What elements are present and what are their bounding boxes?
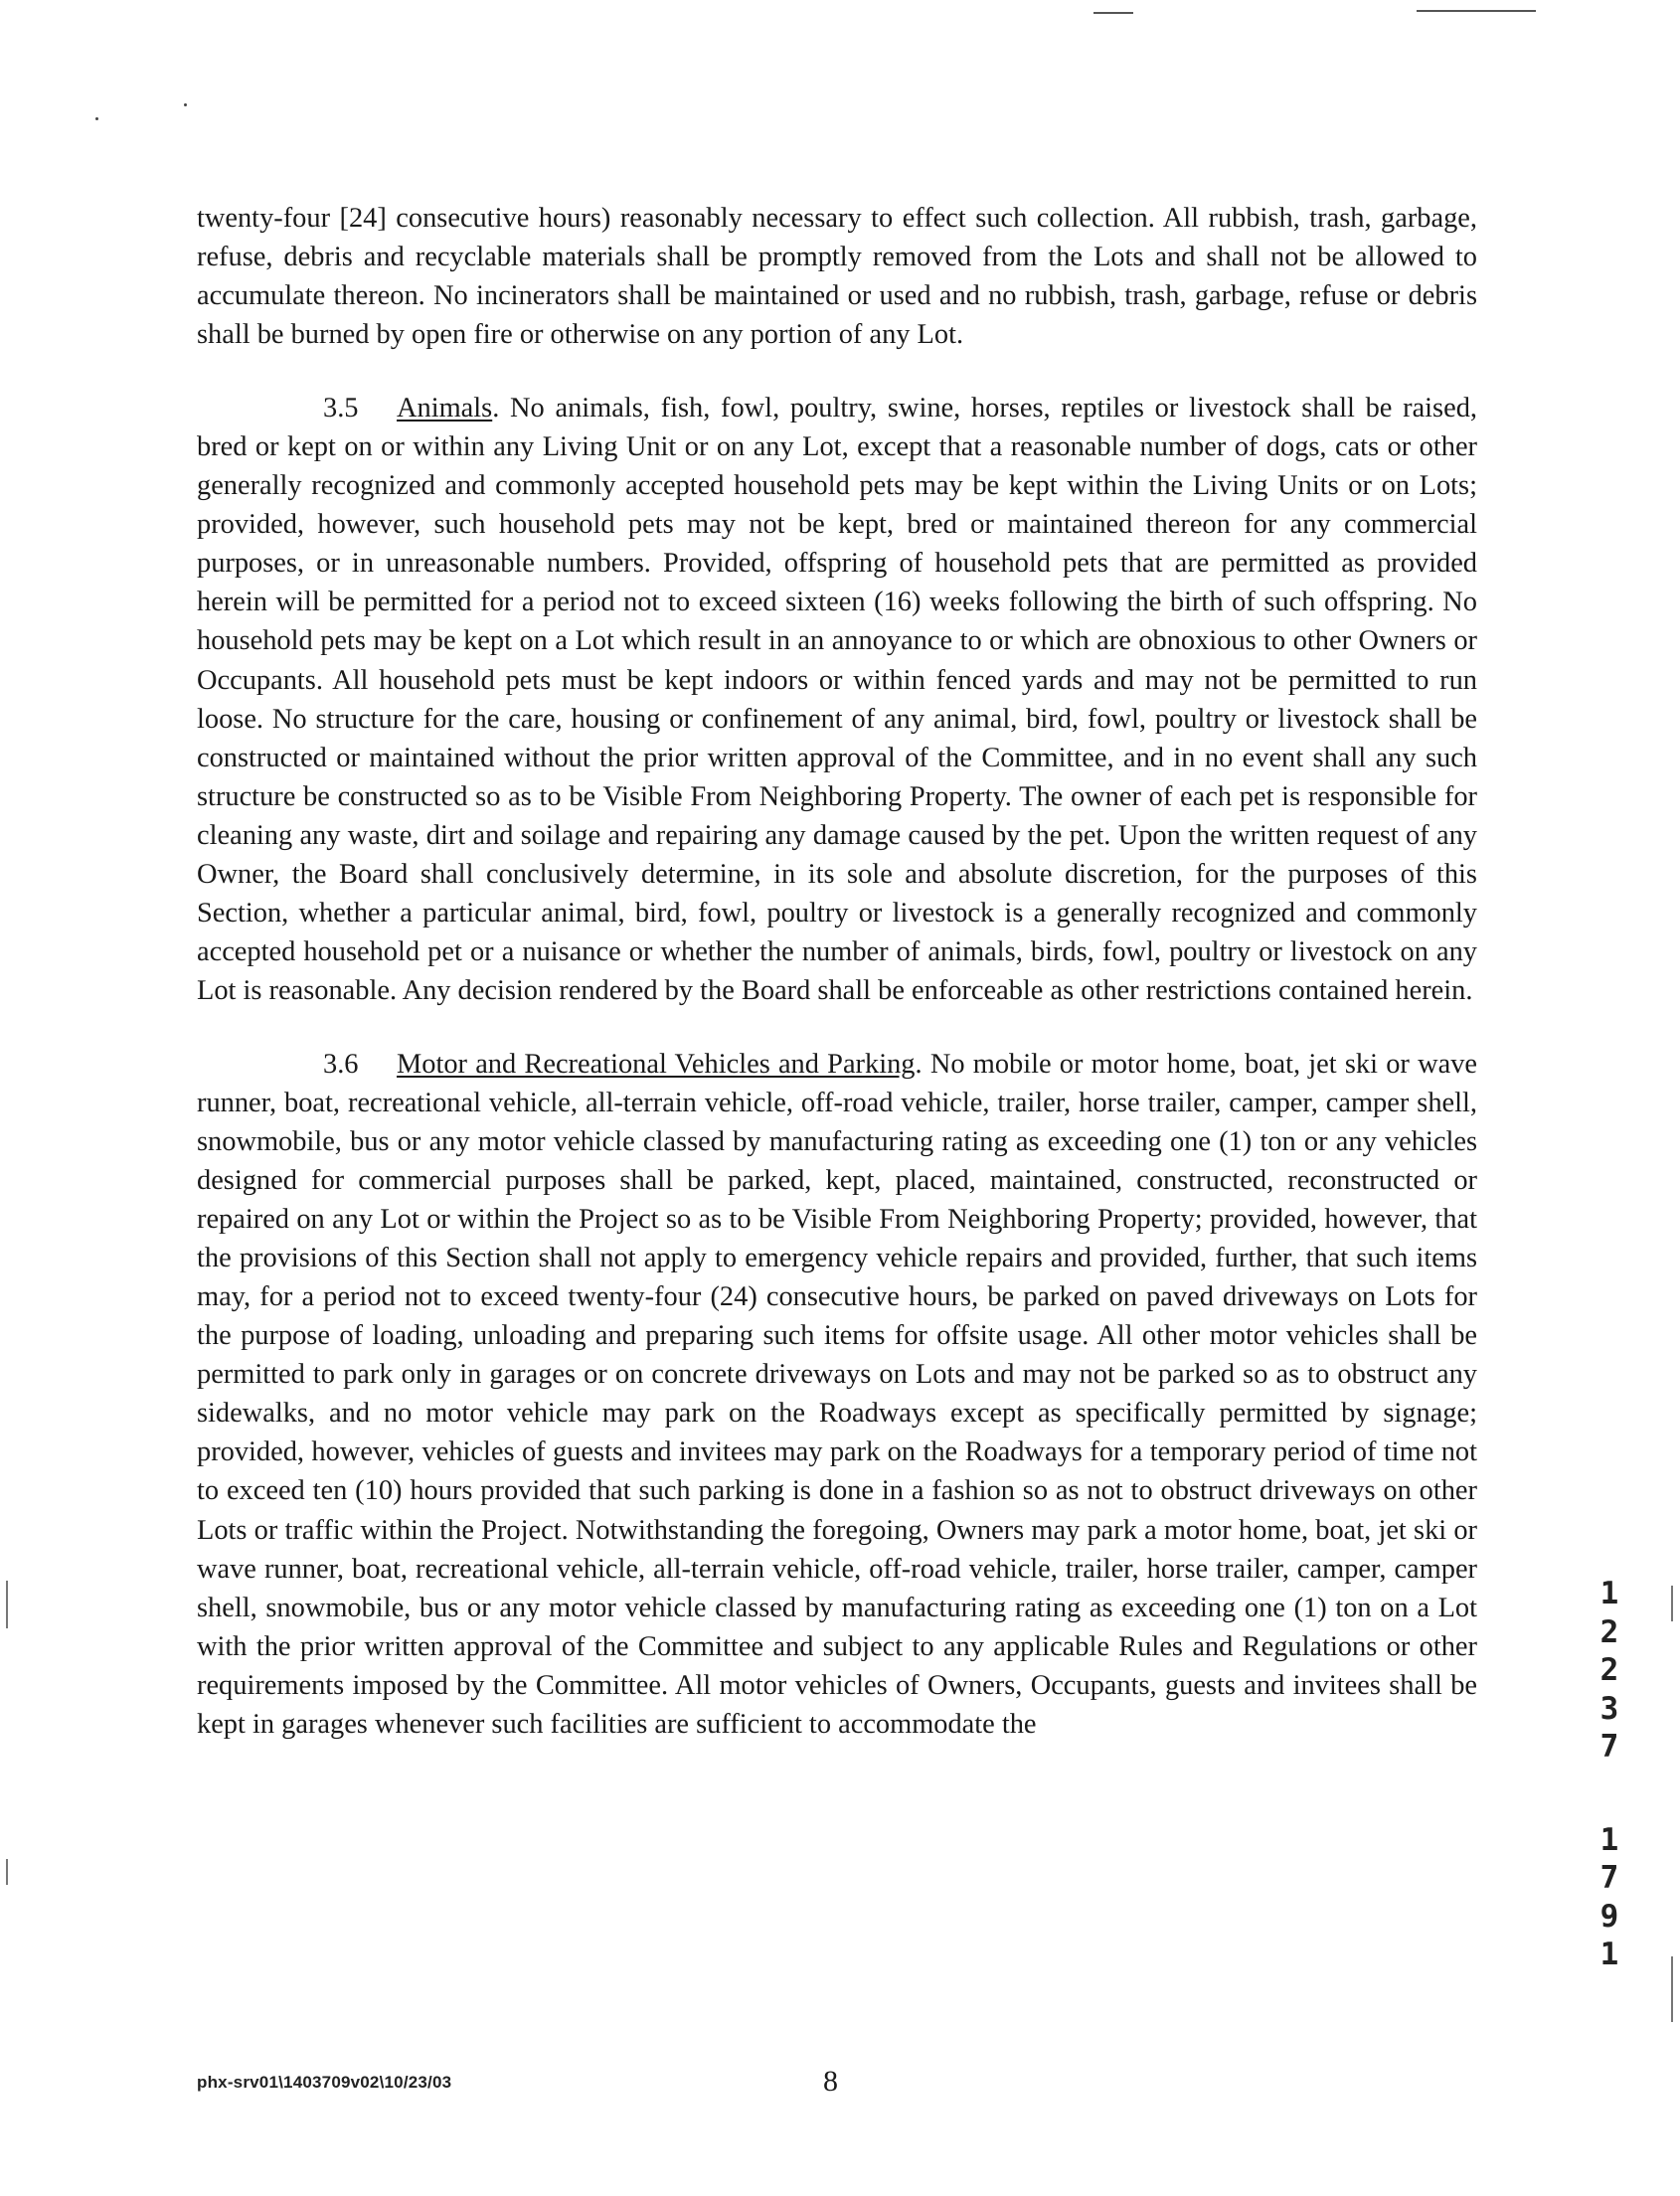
section-title: Animals (397, 393, 493, 424)
recording-digit: 7 (1599, 1729, 1619, 1765)
recording-digit: 2 (1599, 1613, 1619, 1650)
recording-digit: 2 (1599, 1652, 1619, 1688)
recording-digit: 9 (1599, 1898, 1619, 1935)
recording-digit: 1 (1599, 1937, 1619, 1972)
page-number: 8 (823, 2065, 838, 2098)
section-body: . No animals, fish, fowl, poultry, swine, horses, reptiles or livestock shall be raised, bred or kept on or within any Living Unit or on any Lot, except that a reasonable number of dogs, cats or other generally recognized and commonly accepted household pets may be kept within the Living Units or on Lots; provided, however, such household pets may not be kept, bred or maintained thereon for any commercial purposes, or in unreasonable numbers. Provided, offspring of household pets that are permitted as provided herein will be permitted for a period not to exceed sixteen (16) weeks following the birth of such offspring. No household pets may be kept on a Lot which result in an annoyance to or which are obnoxious to other Owners or Occupants. All household pets must be kept indoors or within fenced yards and may not be permitted to run loose. No structure for the care, housing or confinement of any animal, bird, fowl, poultry or livestock shall be constructed or maintained without the prior written approval of the Committee, and in no event shall any such structure be constructed so as to be Visible From Neighboring Property. The owner of each pet is responsible for cleaning any waste, dirt and soilage and repairing any damage caused by the pet. Upon the written request of any Owner, the Board shall conclusively determine, in its sole and absolute discretion, for the purposes of this Section, whether a particular animal, bird, fowl, poultry or livestock is a generally recognized and commonly accepted household pet or a nuisance or whether the number of animals, birds, fowl, poultry or livestock on any Lot is reasonable. Any decision rendered by the Board shall be enforceable as other restrictions contained herein. (197, 393, 1477, 1006)
scan-artifact-margin-mark (6, 1581, 8, 1628)
scan-artifact-margin-mark (6, 1859, 8, 1885)
recording-digit: 1 (1599, 1821, 1619, 1858)
section-title: Motor and Recreational Vehicles and Parking (397, 1048, 916, 1080)
opening-paragraph: twenty-four [24] consecutive hours) reasonably necessary to effect such collection. All rubbish, trash, garbage, refuse, debris and recyclable materials shall be promptly removed from the Lots and shall not be allowed to accumulate thereon. No incinerators shall be maintained or used and no rubbish, trash, garbage, refuse or debris shall be burned by open fire or otherwise on any portion of any Lot. (197, 203, 1477, 351)
section-body: . No mobile or motor home, boat, jet ski or wave runner, boat, recreational vehicle, all-terrain vehicle, off-road vehicle, trailer, horse trailer, camper, camper shell, snowmobile, bus or any motor vehicle classed by manufacturing rating as exceeding one (1) ton or any vehicles designed for commercial purposes shall be parked, kept, placed, maintained, constructed, reconstructed or repaired on any Lot or within the Project so as to be Visible From Neighboring Property; provided, however, that the provisions of this Section shall not apply to emergency vehicle repairs and provided, further, that such items may, for a period not to exceed twenty-four (24) consecutive hours, be parked on paved driveways on Lots for the purpose of loading, unloading and preparing such items for offsite usage. All other motor vehicles shall be permitted to park only in garages or on concrete driveways on Lots and may not be parked so as to obstruct any sidewalks, and no motor vehicle may park on the Roadways except as specifically permitted by signage; provided, however, vehicles of guests and invitees may park on the Roadways for a temporary period of time not to exceed ten (10) hours provided that such parking is done in a fashion so as not to obstruct driveways on other Lots or traffic within the Project. Notwithstanding the foregoing, Owners may park a motor home, boat, jet ski or wave runner, boat, recreational vehicle, all-terrain vehicle, off-road vehicle, trailer, horse trailer, camper, camper shell, snowmobile, bus or any motor vehicle classed by manufacturing rating as exceeding one (1) ton on a Lot with the prior written approval of the Committee and subject to any applicable Rules and Regulations or other requirements imposed by the Committee. All motor vehicles of Owners, Occupants, guests and invitees shall be kept in garages whenever such facilities are sufficient to accommodate the (197, 1048, 1478, 1740)
recording-digit: 3 (1599, 1690, 1619, 1727)
section-3-5-paragraph (197, 389, 1477, 1010)
recording-digit-gap (1595, 1767, 1624, 1821)
recording-digit: 7 (1599, 1860, 1619, 1896)
scan-artifact-top-line-long (1417, 10, 1536, 12)
recording-digit: 1 (1599, 1576, 1619, 1611)
scan-artifact-dot (95, 117, 98, 120)
scan-artifact-margin-mark (1671, 1586, 1673, 1621)
recording-number-stamp (1595, 1575, 1624, 1974)
scan-artifact-dot (184, 103, 187, 106)
section-number: 3.5 (323, 393, 359, 424)
section-number: 3.6 (323, 1048, 359, 1080)
footer-document-id: phx-srv01\1403709v02\10/23/03 (197, 2073, 452, 2092)
scan-artifact-top-line-short (1093, 12, 1133, 14)
scan-artifact-margin-mark (1671, 1956, 1673, 2022)
section-3-6-paragraph (197, 1045, 1477, 1744)
document-body (197, 199, 1477, 1744)
